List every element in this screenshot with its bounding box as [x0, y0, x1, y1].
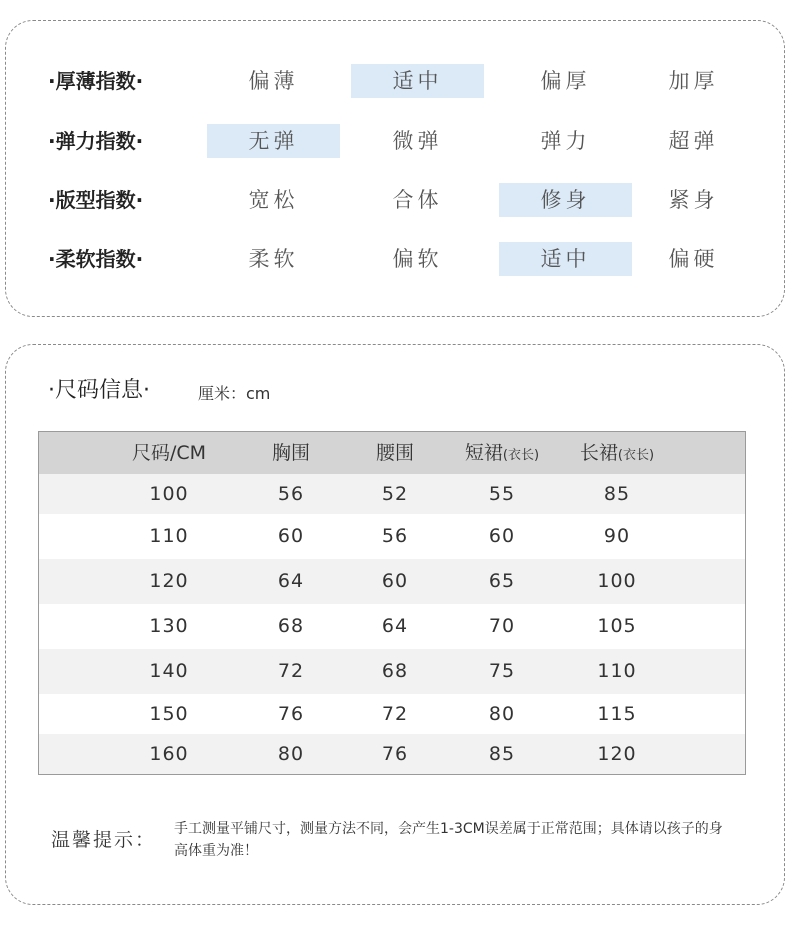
- table-header-row: [39, 432, 745, 474]
- table-cell: 80: [277, 743, 305, 765]
- attribute-option: 紧身: [668, 188, 719, 212]
- attribute-option-selected: 适中: [499, 242, 632, 276]
- header-text: 短裙: [464, 442, 503, 464]
- table-cell: 120: [597, 743, 637, 765]
- table-cell: 110: [597, 660, 637, 682]
- attribute-option-selected: 修身: [499, 183, 632, 217]
- table-header-cell: [109, 432, 229, 474]
- attribute-option: 弹力: [540, 129, 591, 153]
- table-row: [39, 514, 745, 559]
- attribute-row: [6, 64, 786, 98]
- table-cell: 56: [277, 483, 305, 505]
- table-cell: 100: [597, 570, 637, 592]
- table-header-cell: [355, 432, 435, 474]
- fabric-attributes-panel: [5, 20, 785, 317]
- table-cell: 60: [488, 525, 516, 547]
- table-cell: 120: [149, 570, 189, 592]
- table-header-cell: [577, 432, 657, 477]
- table-row: [39, 694, 745, 734]
- attribute-option: 超弹: [668, 129, 719, 153]
- table-cell: 70: [488, 615, 516, 637]
- table-cell: 55: [488, 483, 516, 505]
- size-table: [38, 431, 746, 775]
- header-text: 长裙: [579, 442, 618, 464]
- attribute-option-selected: 适中: [351, 64, 484, 98]
- table-cell: 52: [381, 483, 409, 505]
- attribute-option: 加厚: [668, 69, 719, 93]
- attribute-row: [6, 242, 786, 276]
- table-cell: 150: [149, 703, 189, 725]
- table-row: [39, 604, 745, 649]
- table-cell: 64: [381, 615, 409, 637]
- table-cell: 100: [149, 483, 189, 505]
- table-cell: 75: [488, 660, 516, 682]
- table-cell: 65: [488, 570, 516, 592]
- table-cell: 56: [381, 525, 409, 547]
- table-cell: 72: [277, 660, 305, 682]
- table-cell: 85: [603, 483, 631, 505]
- tip-text: 手工测量平铺尺寸，测量方法不同，会产生1-3CM误差属于正常范围；具体请以孩子的身高体重为准！: [174, 821, 723, 859]
- attribute-option: 偏硬: [668, 247, 719, 271]
- size-info-panel: [5, 344, 785, 905]
- table-cell: 110: [149, 525, 189, 547]
- table-row: [39, 474, 745, 514]
- table-header-cell: [462, 432, 542, 477]
- header-text: 胸围: [271, 442, 310, 464]
- table-cell: 115: [597, 703, 637, 725]
- attribute-row: [6, 183, 786, 217]
- table-header-cell: [251, 432, 331, 474]
- table-cell: 105: [597, 615, 637, 637]
- attribute-option: 偏软: [392, 247, 443, 271]
- table-cell: 64: [277, 570, 305, 592]
- table-cell: 60: [381, 570, 409, 592]
- header-text: 尺码/CM: [131, 442, 207, 464]
- attribute-option: 偏厚: [540, 69, 591, 93]
- table-cell: 68: [381, 660, 409, 682]
- table-cell: 60: [277, 525, 305, 547]
- attribute-label: ·版型指数·: [48, 188, 144, 212]
- table-cell: 90: [603, 525, 631, 547]
- table-cell: 80: [488, 703, 516, 725]
- header-note: (衣长): [502, 448, 540, 463]
- table-cell: 140: [149, 660, 189, 682]
- table-cell: 160: [149, 743, 189, 765]
- attribute-option: 柔软: [248, 247, 299, 271]
- attribute-option: 合体: [392, 188, 443, 212]
- table-row: [39, 734, 745, 774]
- table-cell: 68: [277, 615, 305, 637]
- tip-label: 温馨提示：: [51, 829, 157, 851]
- attribute-label: ·弹力指数·: [48, 129, 144, 153]
- attribute-option-selected: 无弹: [207, 124, 340, 158]
- attribute-label: ·厚薄指数·: [48, 69, 144, 93]
- attribute-option: 宽松: [248, 188, 299, 212]
- table-cell: 130: [149, 615, 189, 637]
- header-note: (衣长): [617, 448, 655, 463]
- table-cell: 85: [488, 743, 516, 765]
- table-cell: 76: [277, 703, 305, 725]
- table-cell: 72: [381, 703, 409, 725]
- header-text: 腰围: [375, 442, 414, 464]
- table-row: [39, 649, 745, 694]
- table-cell: 76: [381, 743, 409, 765]
- unit-label: 厘米：cm: [198, 384, 271, 403]
- attribute-label: ·柔软指数·: [48, 247, 144, 271]
- attribute-option: 微弹: [392, 129, 443, 153]
- table-row: [39, 559, 745, 604]
- size-info-title: ·尺码信息·: [48, 378, 150, 403]
- attribute-option: 偏薄: [248, 69, 299, 93]
- attribute-row: [6, 124, 786, 158]
